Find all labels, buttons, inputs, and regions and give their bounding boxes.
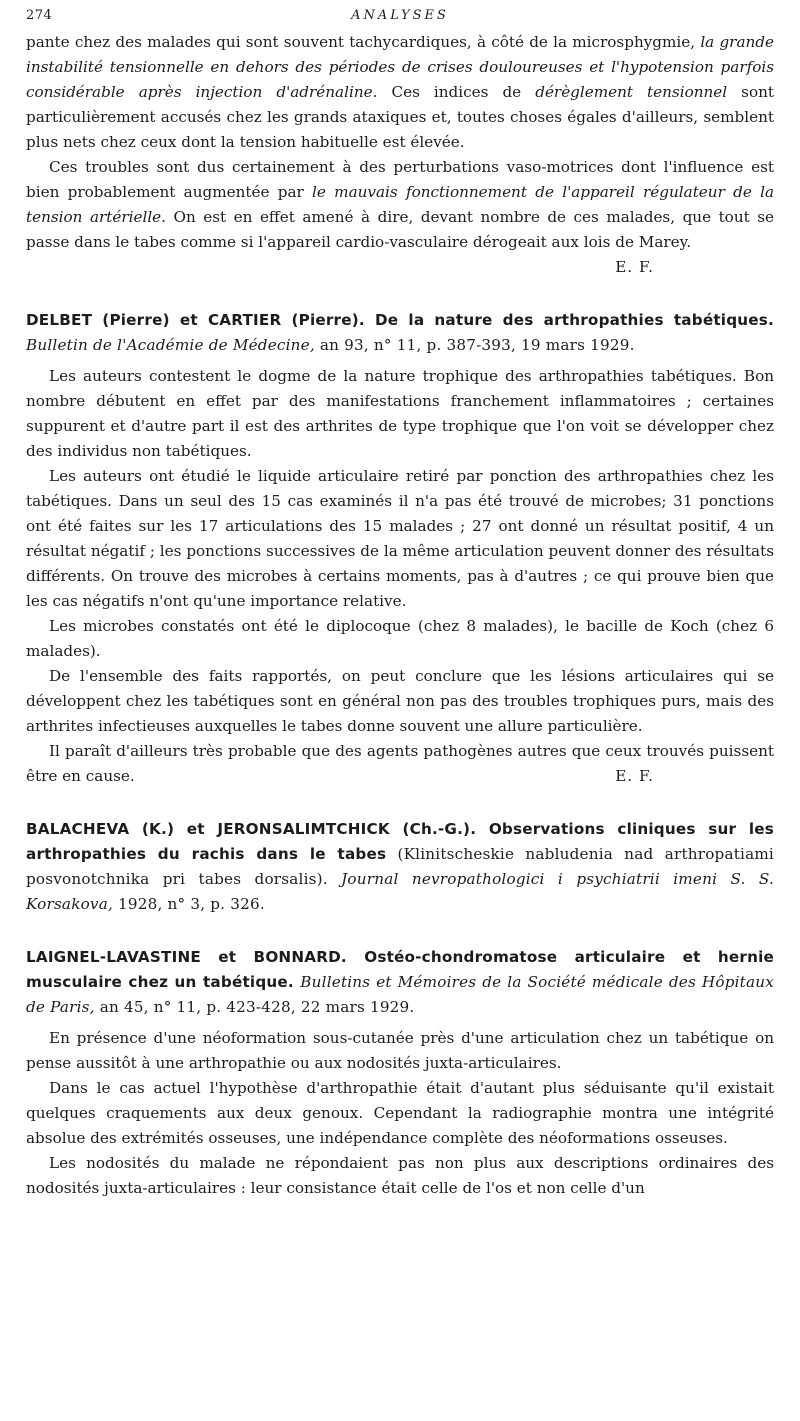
paragraph: Les auteurs ont étudié le liquide articulaire retiré par ponction des arthropathies chez les tabétiques. Dans un seul des 15 cas examinés il n'a pas été trouvé de microbes; 31 ponctions ont été faites sur les 17 articulations des 15 malades ; 27 ont donné un résultat positif, 4 un résultat négatif ; les ponctions successives de la même articulation peuvent donner des résultats différents. On trouve des microbes à certains moments, pas à d'autres ; ce qui prouve bien que les cas négatifs n'ont qu'une importance relative. bbox=[26, 467, 774, 610]
paragraph: Les microbes constatés ont été le diplocoque (chez 8 malades), le bacille de Koch (chez 6 malades). bbox=[26, 617, 774, 660]
paragraph: Dans le cas actuel l'hypothèse d'arthropathie était d'autant plus séduisante qu'il existait quelques craquements aux deux genoux. Cependant la radiographie montra une intégrité absolue des extrémités osseuses, une indépendance complète des néoformations osseuses. bbox=[26, 1079, 774, 1147]
paragraph: Les nodosités du malade ne répondaient pas non plus aux descriptions ordinaires des nodosités juxta-articulaires : leur consistance était celle de l'os et non celle d'un bbox=[26, 1154, 774, 1197]
paragraph: pante chez des malades qui sont souvent tachycardiques, à côté de la microsphygmie, la grande instabilité tensionnelle en dehors des périodes de crises douloureuses et l'hypotension parfois considérable après injection d'adrénaline. Ces indices de dérèglement tensionnel sont particulièrement accusés chez les grands ataxiques et, toutes choses égales d'ailleurs, semblent plus nets chez ceux dont la tension habituelle est élevée. bbox=[26, 33, 775, 151]
entry-authors: LAIGNEL-LAVASTINE et BONNARD. bbox=[26, 948, 347, 966]
entry-heading bbox=[26, 945, 774, 1020]
abstract-signature: E. F. bbox=[615, 767, 654, 785]
entry-authors: DELBET (Pierre) et CARTIER (Pierre). bbox=[26, 311, 365, 329]
entry-laignel-lavastine bbox=[26, 945, 774, 1201]
entry-body bbox=[26, 1026, 774, 1201]
entry-balacheva bbox=[26, 817, 774, 917]
abstract-signature: E. F. bbox=[615, 258, 654, 276]
paragraph: Il paraît d'ailleurs très probable que des agents pathogènes autres que ceux trouvés puissent être en cause. E. F. bbox=[26, 739, 774, 789]
paragraph: Ces troubles sont dus certainement à des perturbations vaso-motrices dont l'influence est bien probablement augmentée par le mauvais fonctionnement de l'appareil régulateur de la tension artérielle. On est en effet amené à dire, devant nombre de ces malades, que tout se passe dans le tabes comme si l'appareil cardio-vasculaire dérogeait aux lois de Marey. E. F. bbox=[26, 155, 774, 255]
entry-details: an 93, n° 11, p. 387-393, 19 mars 1929. bbox=[314, 336, 635, 354]
paragraph: En présence d'une néoformation sous-cutanée près d'une articulation chez un tabétique on pense aussitôt à une arthropathie ou aux nodosités juxta-articulaires. bbox=[26, 1029, 774, 1072]
entry-delbet-cartier bbox=[26, 308, 774, 789]
continued-abstract bbox=[26, 30, 774, 280]
entry-source: Bulletin de l'Académie de Médecine, bbox=[26, 336, 315, 354]
entry-title: Ostéo-chondromatose articulaire et hernie musculaire chez un tabétique. bbox=[26, 948, 774, 991]
entry-title: Observations cliniques sur les arthropathies du rachis dans le tabes bbox=[26, 820, 774, 863]
entry-heading bbox=[26, 817, 774, 917]
entry-details: 1928, n° 3, p. 326. bbox=[113, 895, 265, 913]
entry-original-title: (Klinitscheskie nabludenia nad arthropatiami posvonotchnika pri tabes dorsalis). bbox=[26, 845, 774, 888]
entry-heading bbox=[26, 308, 774, 358]
paragraph: Les auteurs contestent le dogme de la nature trophique des arthropathies tabétiques. Bon nombre débutent en effet par des manifestations franchement inflammatoires ; certaines suppurent et d'autre part il est des arthrites de type trophique que l'on voit se développer chez des individus non tabétiques. bbox=[26, 367, 774, 460]
entry-body bbox=[26, 364, 774, 789]
entry-source: Journal nevropathologici i psychiatrii imeni S. S. Korsakova, bbox=[26, 870, 775, 913]
entry-source: Bulletins et Mémoires de la Société médicale des Hôpitaux de Paris, bbox=[26, 973, 774, 1016]
entry-title: De la nature des arthropathies tabétiques. bbox=[374, 311, 774, 329]
paragraph: De l'ensemble des faits rapportés, on peut conclure que les lésions articulaires qui se développent chez les tabétiques sont en général non pas des troubles trophiques purs, mais des arthrites infectieuses auxquelles le tabes donne souvent une allure particulière. bbox=[26, 667, 774, 735]
running-title: ANALYSES bbox=[351, 8, 449, 23]
running-header bbox=[26, 4, 774, 30]
page-number: 274 bbox=[26, 8, 53, 23]
entry-authors: BALACHEVA (K.) et JERONSALIMTCHICK (Ch.-G.). bbox=[26, 820, 477, 838]
entry-details: an 45, n° 11, p. 423-428, 22 mars 1929. bbox=[94, 998, 415, 1016]
document-page bbox=[0, 4, 800, 1421]
